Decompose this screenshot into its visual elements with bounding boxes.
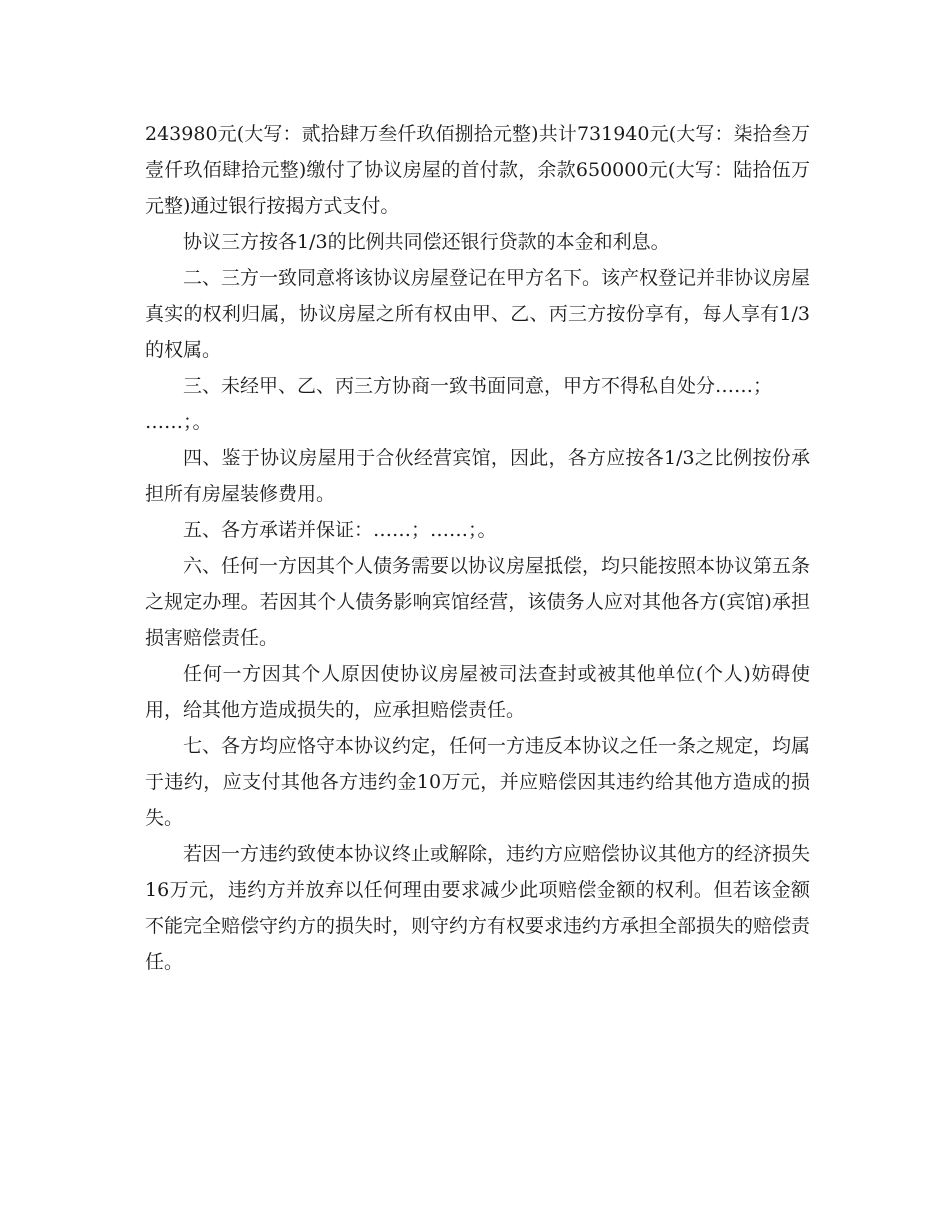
payment-paragraph: 243980元(大写：贰拾肆万叁仟玖佰捌拾元整)共计731940元(大写：柒拾叁万壹仟玖佰肆拾元整)缴付了协议房屋的首付款，余款650000元(大写：陆拾伍万元整)通过银行按揭方式支付。 [145,123,810,217]
document-body [145,116,810,980]
clause-4-paragraph: 四、鉴于协议房屋用于合伙经营宾馆，因此，各方应按各1/3之比例按份承担所有房屋装修费用。 [145,447,810,505]
clause-6-paragraph: 六、任何一方因其个人债务需要以协议房屋抵偿，均只能按照本协议第五条之规定办理。若因其个人债务影响宾馆经营，该债务人应对其他各方(宾馆)承担损害赔偿责任。 [145,555,811,649]
loan-repayment-paragraph: 协议三方按各1/3的比例共同偿还银行贷款的本金和利息。 [183,231,670,253]
clause-2-paragraph: 二、三方一致同意将该协议房屋登记在甲方名下。该产权登记并非协议房屋真实的权利归属，协议房屋之所有权由甲、乙、丙三方按份享有，每人享有1/3的权属。 [145,267,811,361]
clause-5-paragraph: 五、各方承诺并保证：……；……；。 [183,519,497,541]
clause-6-supplement-paragraph: 任何一方因其个人原因使协议房屋被司法查封或被其他单位(个人)妨碍使用，给其他方造成损失的，应承担赔偿责任。 [145,663,810,721]
clause-7-paragraph: 七、各方均应恪守本协议约定，任何一方违反本协议之任一条之规定，均属于违约，应支付其他各方违约金10万元，并应赔偿因其违约给其他方造成的损失。 [145,735,811,829]
clause-3-paragraph: 三、未经甲、乙、丙三方协商一致书面同意，甲方不得私自处分……； ……；。 [145,375,773,433]
clause-7-supplement-paragraph: 若因一方违约致使本协议终止或解除，违约方应赔偿协议其他方的经济损失16万元，违约方并放弃以任何理由要求减少此项赔偿金额的权利。但若该金额不能完全赔偿守约方的损失时，则守约方有权要求违约方承担全部损失的赔偿责任。 [145,843,811,973]
